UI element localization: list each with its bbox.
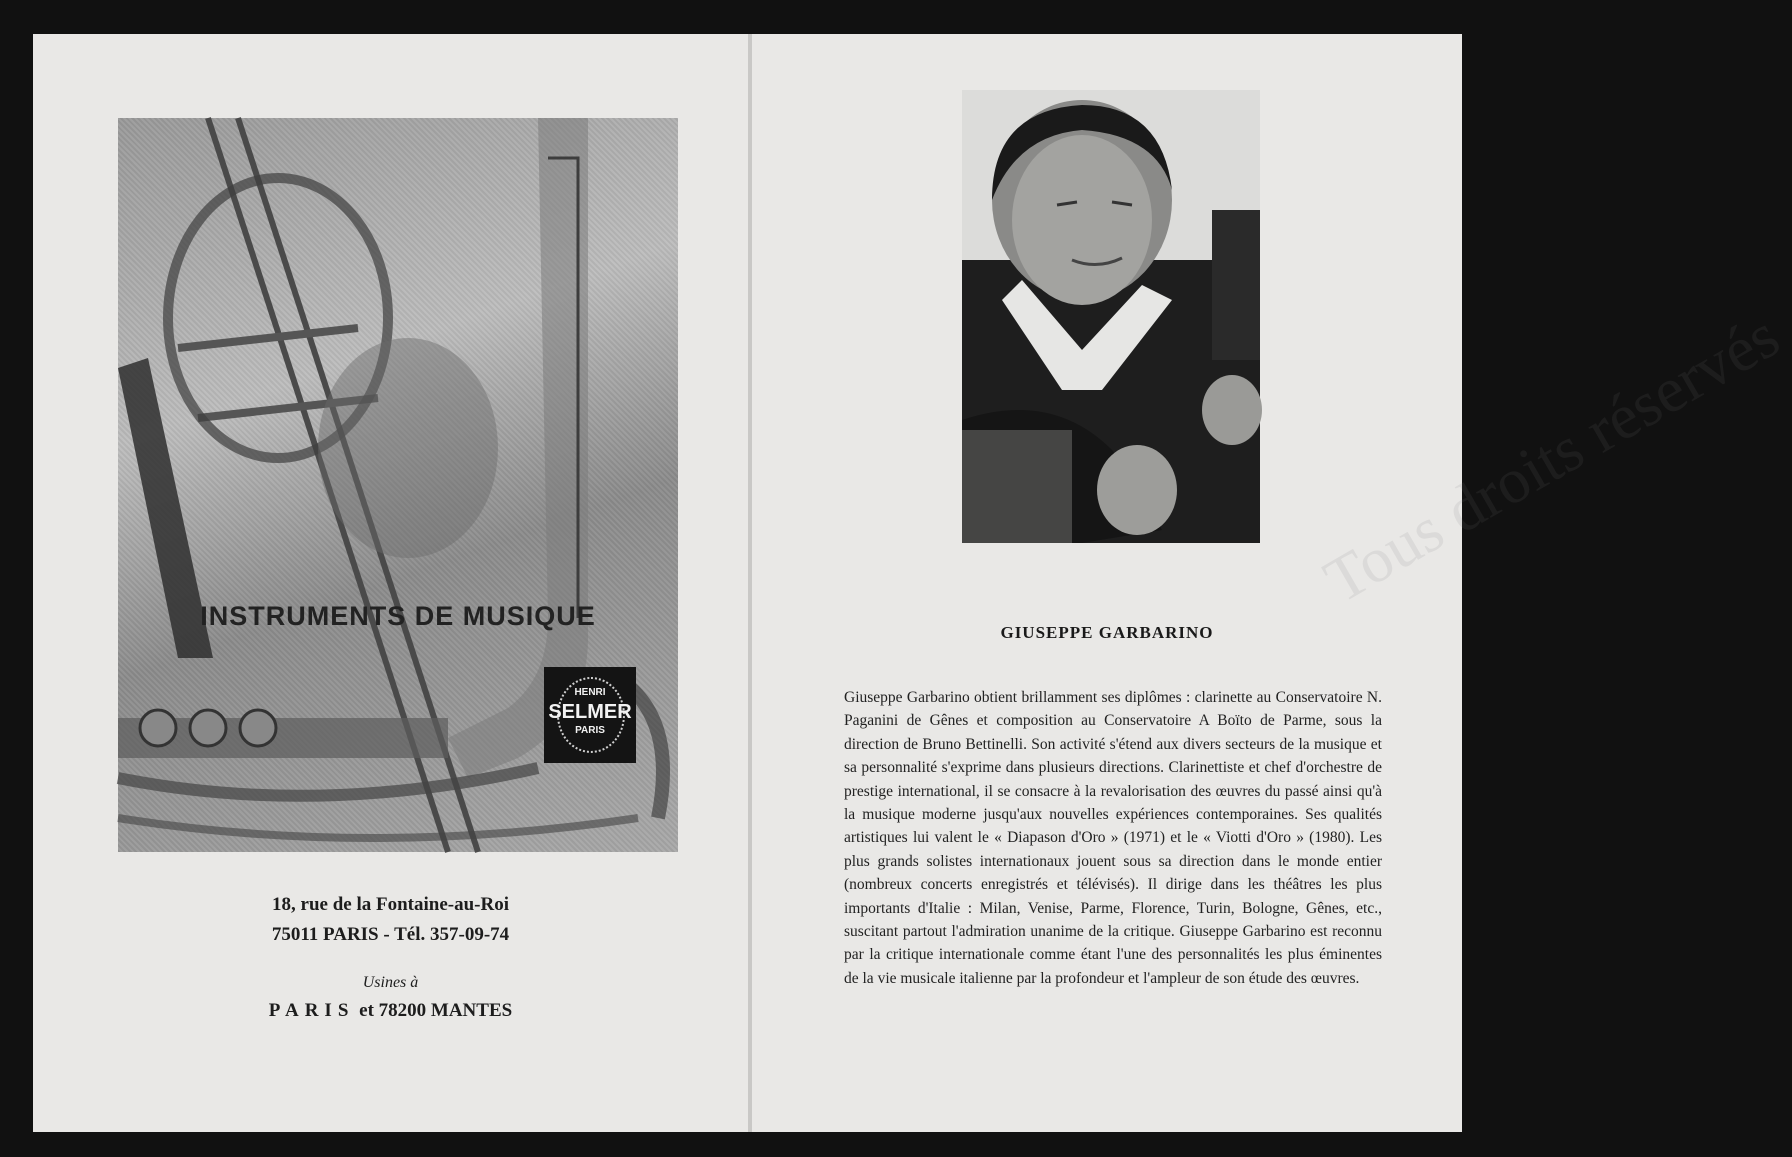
instruments-photo [118, 118, 678, 852]
factories-city-paris: PARIS [268, 1000, 355, 1021]
bio-title: GIUSEPPE GARBARINO [1000, 623, 1214, 642]
ad-headline: INSTRUMENTS DE MUSIQUE [200, 601, 596, 631]
bio-paragraph: Giuseppe Garbarino obtient brillamment ses diplômes : clarinette au Conservatoire N. Paganini de Gênes et composition au Conservatoire A Boïto de Parme, sous la direction de Bruno Bettinelli. Son activité s'étend aux divers secteurs de la musique et sa personnalité s'exprime dans plusieurs directions. Clarinettiste et chef d'orchestre de prestige international, il se consacre à la revalorisation des œuvres du passé ainsi qu'à la musique moderne jusqu'aux nouvelles expériences contemporaines. Ses qualités artistiques lui valent le « Diapason d'Oro » (1971) et le « Viotti d'Oro » (1980). Les plus grands solistes internationaux jouent sous sa direction dans le monde entier (nombreux concerts enregistrés et télévisés). Il dirige dans les théâtres les plus importants d'Italie : Milan, Venise, Parme, Florence, Turin, Bologne, Gênes, etc., suscitant partout l'admiration unanime de la critique. Giuseppe Garbarino est reconnu par la critique internationale comme étant l'une des personnalités les plus éminentes de la vie musicale italienne par la profondeur et l'ampleur de son étude des œuvres. [844, 689, 1382, 987]
left-page [33, 34, 748, 1132]
factories-locations [33, 1000, 748, 1022]
address-street: 18, rue de la Fontaine-au-Roi [272, 894, 509, 915]
logo-paris: PARIS [575, 725, 605, 736]
portrait-photo [962, 90, 1260, 543]
address-city-phone: 75011 PARIS - Tél. 357-09-74 [271, 924, 510, 945]
selmer-logo [544, 667, 636, 763]
right-page [752, 34, 1791, 1132]
logo-henri: HENRI [574, 687, 606, 698]
factories-city-mantes: et 78200 MANTES [359, 1000, 513, 1021]
watermark-text: Tous droits réservés [1312, 299, 1791, 617]
logo-selmer: SELMER [548, 701, 632, 723]
portrait-illustration [962, 90, 1260, 543]
factories-label: Usines à [362, 974, 419, 991]
